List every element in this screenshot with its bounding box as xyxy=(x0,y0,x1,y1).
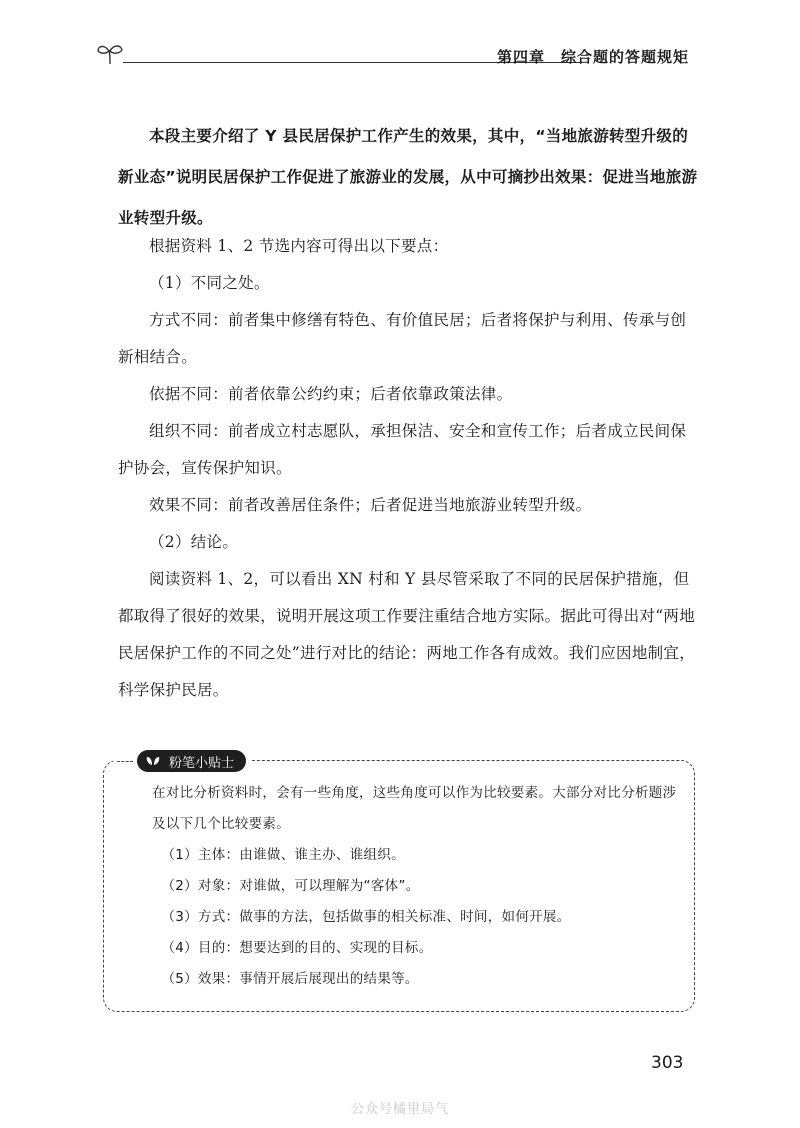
tips-tab-dash xyxy=(117,761,133,762)
page-number: 303 xyxy=(651,1053,684,1073)
points-intro: 根据资料 1、2 节选内容可得出以下要点： xyxy=(149,237,449,255)
tips-intro: 在对比分析资料时，会有一些角度，这些角度可以作为比较要素。大部分对比分析题涉及以下几个比较要素。 xyxy=(152,785,677,832)
conclusion-heading: （2）结论。 xyxy=(149,533,239,551)
tips-item: （5）效果：事情开展后展现出的结果等。 xyxy=(161,971,419,987)
tips-label-text: 粉笔小贴士 xyxy=(169,755,235,771)
tips-item: （4）目的：想要达到的目的、实现的目标。 xyxy=(161,940,433,956)
summary-paragraph: 本段主要介绍了 Y 县民居保护工作产生的效果，其中，“当地旅游转型升级的新业态”说明民居保护工作促进了旅游业的发展，从中可摘抄出效果：促进当地旅游业转型升级。 xyxy=(118,127,698,227)
sprout-icon xyxy=(145,755,161,767)
difference-item: 依据不同：前者依靠公约约束；后者依靠政策法律。 xyxy=(149,385,513,403)
watermark: 公众号橘里局气 xyxy=(350,1102,449,1117)
conclusion-paragraph: 阅读资料 1、2，可以看出 XN 村和 Y 县尽管采取了不同的民居保护措施，但都取得了很好的效果，说明开展这项工作要注重结合地方实际。据此可得出对“两地民居保护工作的不同之处”进行对比的结论：两地工作各有成效。我们应因地制宜，科学保护民居。 xyxy=(118,570,696,699)
chapter-title: 第四章 综合题的答题规矩 xyxy=(497,48,690,66)
tips-item: （3）方式：做事的方法，包括做事的相关标准、时间，如何开展。 xyxy=(161,909,571,925)
difference-item: 效果不同：前者改善居住条件；后者促进当地旅游业转型升级。 xyxy=(149,496,592,514)
tips-item: （2）对象：对谁做，可以理解为“客体”。 xyxy=(161,878,420,894)
tips-label-pill xyxy=(137,750,246,772)
page-header xyxy=(95,40,705,70)
difference-heading: （1）不同之处。 xyxy=(149,274,270,292)
tips-content xyxy=(152,778,677,995)
summary-section xyxy=(118,116,698,239)
points-section xyxy=(118,228,698,709)
difference-item: 组织不同：前者成立村志愿队，承担保洁、安全和宣传工作；后者成立民间保护协会，宣传保护知识。 xyxy=(118,422,687,477)
tips-item: （1）主体：由谁做、谁主办、谁组织。 xyxy=(161,847,405,863)
tips-label xyxy=(113,749,252,773)
leaf-icon xyxy=(95,42,125,66)
difference-item: 方式不同：前者集中修缮有特色、有价值民居；后者将保护与利用、传承与创新相结合。 xyxy=(118,311,687,366)
